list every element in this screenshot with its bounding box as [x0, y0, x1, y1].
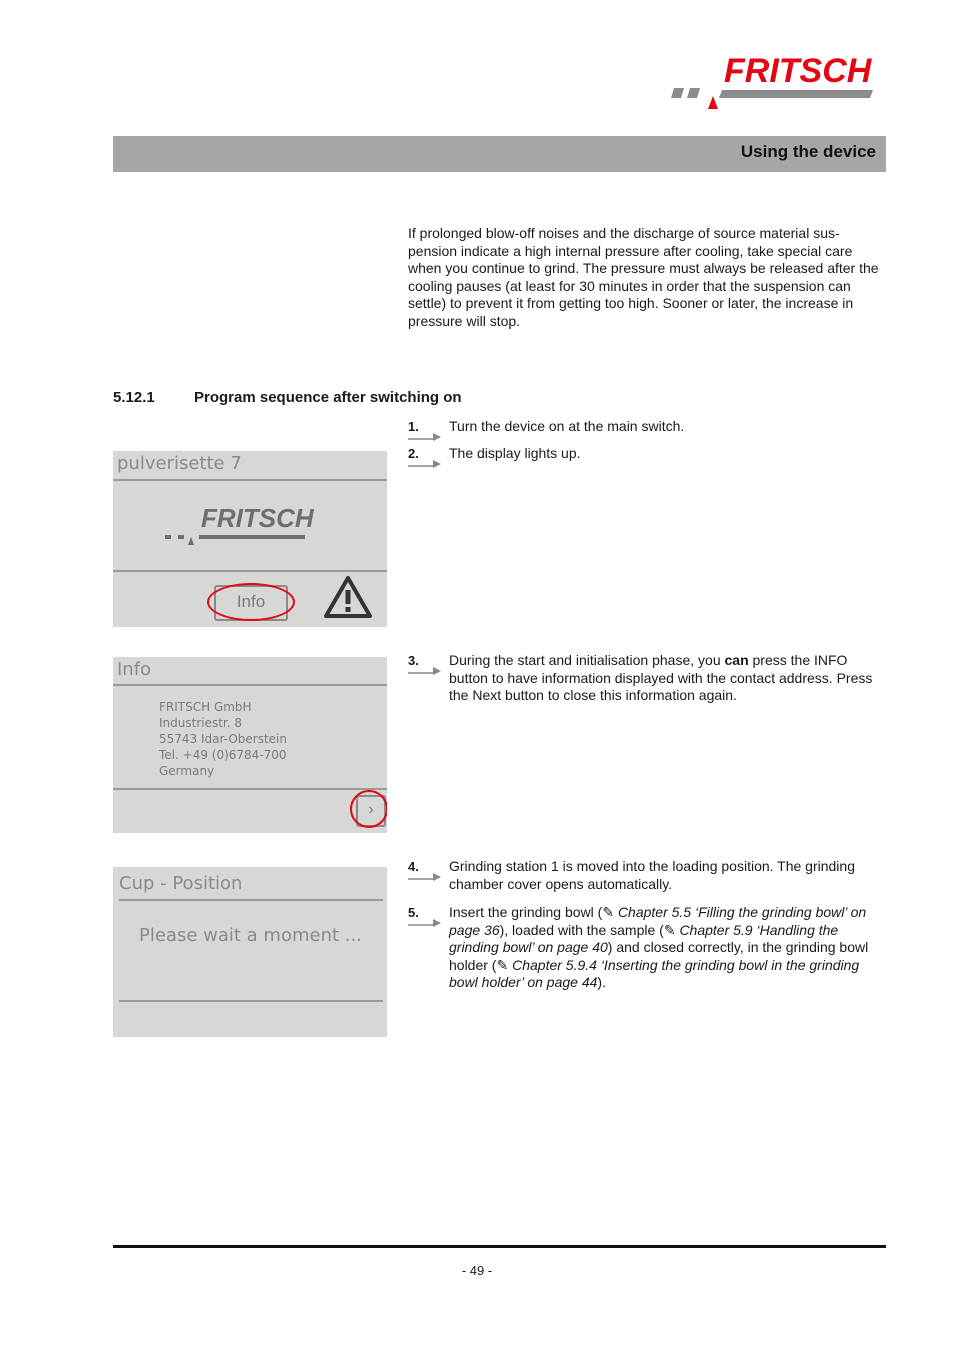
step-5 — [408, 904, 884, 992]
step-number: 5. — [408, 905, 419, 920]
step-4 — [408, 858, 884, 893]
warning-icon — [323, 575, 373, 619]
cross-ref-link[interactable]: Chapter 5.9 ‘Handling the grinding bowl’ on page 40 — [449, 921, 839, 956]
cross-ref-icon: ✎ — [496, 956, 509, 973]
step-arrow-icon — [408, 458, 443, 468]
logo-text: FRITSCH — [724, 52, 872, 90]
step-arrow-icon — [408, 917, 443, 927]
intro-paragraph: If prolonged blow-off noises and the discharge of source material sus-pension indicate a high internal pressure after cooling, take special care when you continue to grind. The pressure must always be released after the cooling pauses (at least for 30 minutes in order that the suspension can settle) to prevent it from getting too high. Sooner or later, the increase in pressure will stop. — [408, 225, 879, 329]
step-2 — [408, 445, 884, 463]
step-arrow-icon — [408, 665, 443, 675]
step-text: The display lights up. — [449, 445, 581, 461]
step-1 — [408, 418, 884, 436]
step-3 — [408, 652, 884, 705]
device-screen-start — [113, 451, 387, 627]
device-screen-info — [113, 657, 387, 833]
screen-title: Cup - Position — [119, 873, 243, 894]
wait-message: Please wait a moment ... — [139, 925, 362, 946]
step-arrow-icon — [408, 431, 443, 441]
screen-title: Info — [117, 659, 152, 680]
screen-fritsch-logo — [161, 499, 321, 553]
step-text: Grinding station 1 is moved into the loading position. The grinding chamber cover opens automatically. — [449, 858, 855, 892]
step-number: 4. — [408, 859, 419, 874]
cross-ref-icon: ✎ — [663, 921, 676, 938]
section-title: Using the device — [740, 142, 876, 161]
cross-ref-icon: ✎ — [602, 904, 615, 920]
cross-ref-link[interactable]: Chapter 5.5 ‘Filling the grinding bowl’ on page 36 — [449, 904, 867, 938]
subsection-title: Program sequence after switching on — [194, 389, 462, 406]
footer-rule — [113, 1245, 886, 1248]
step-number: 2. — [408, 446, 419, 461]
info-button-label: Info — [236, 592, 266, 611]
step-number: 1. — [408, 419, 419, 434]
fritsch-logo — [668, 52, 888, 114]
svg-text:FRITSCH: FRITSCH — [201, 503, 314, 533]
section-header-bar — [113, 136, 886, 172]
step-text: During the start and initialisation phase, you can press the INFO button to have information displayed with the contact address. Press the Next button to close this information again. — [449, 652, 873, 704]
device-screen-cup-position — [113, 867, 387, 1037]
subsection-heading — [113, 389, 462, 406]
contact-address: FRITSCH GmbH Industriestr. 8 55743 Idar-Oberstein Tel. +49 (0)6784-700 Germany — [159, 700, 287, 778]
chevron-right-icon: › — [368, 801, 374, 818]
step-number: 3. — [408, 653, 419, 668]
step-text: Turn the device on at the main switch. — [449, 418, 685, 434]
step-arrow-icon — [408, 871, 443, 881]
screen-title: pulverisette 7 — [117, 453, 242, 474]
subsection-number: 5.12.1 — [113, 389, 155, 406]
cross-ref-link[interactable]: Chapter 5.9.4 ‘Inserting the grinding bowl in the grinding bowl holder’ on page 44 — [449, 956, 860, 991]
page-number: - 49 - — [461, 1263, 493, 1278]
step-text: Insert the grinding bowl (✎ Chapter 5.5 ‘Filling the grinding bowl’ on page 36), loaded with the sample (✎ Chapter 5.9 ‘Handling the grinding bowl’ on page 40) and closed correctly, in the grinding bowl holder (✎ Chapter 5.9.4 ‘Inserting the grinding bowl in the grinding bowl holder’ on page 44). — [449, 904, 869, 991]
